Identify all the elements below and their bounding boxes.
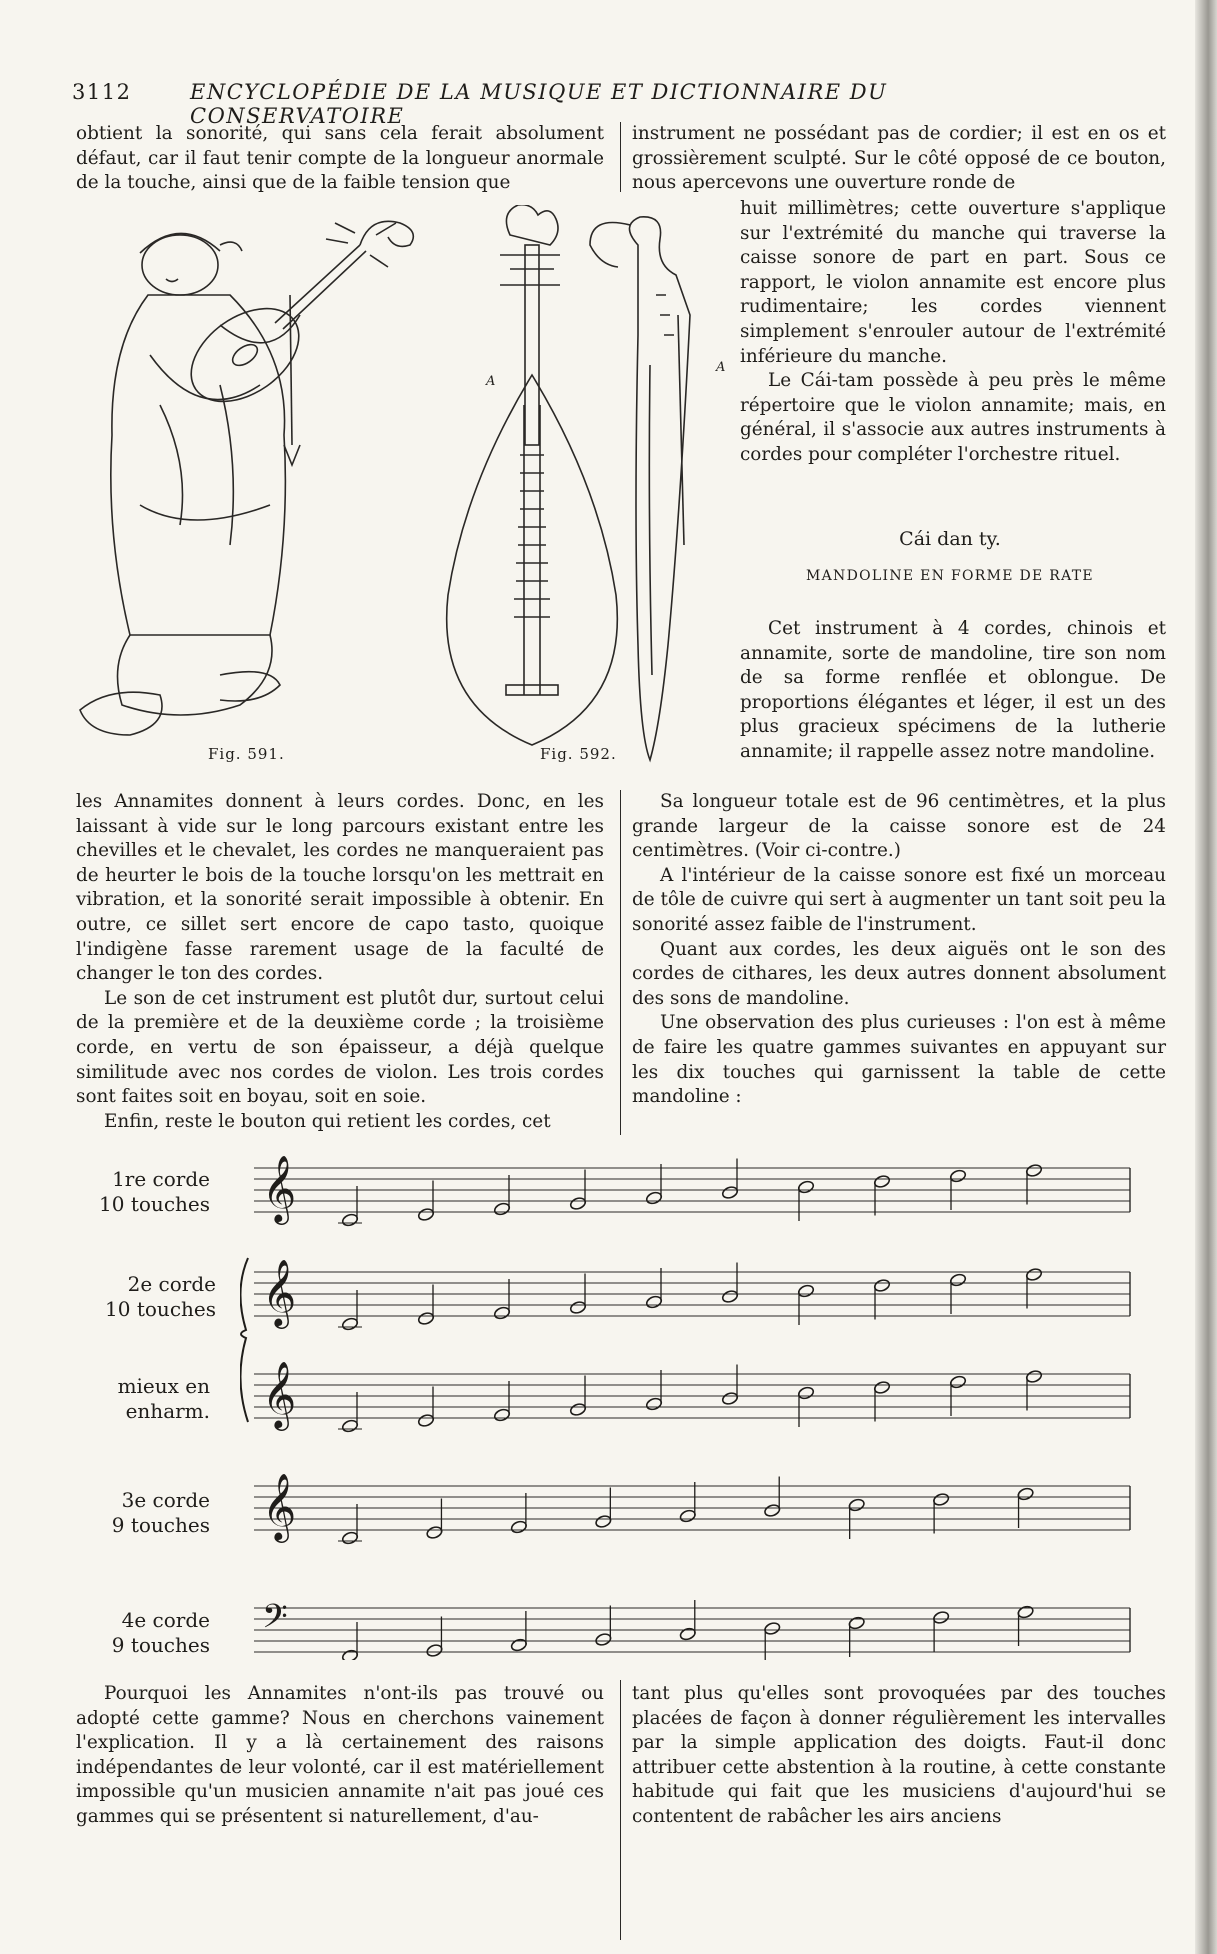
note-head bbox=[1025, 1267, 1043, 1282]
music-scales bbox=[240, 1140, 1140, 1660]
note-head bbox=[679, 1627, 697, 1642]
fig-592-side-view bbox=[620, 215, 720, 770]
note-head bbox=[763, 1503, 781, 1518]
column-rule bbox=[620, 1680, 621, 1940]
note-head bbox=[932, 1610, 950, 1625]
label-line: 10 touches bbox=[99, 1192, 210, 1216]
note-head bbox=[721, 1185, 739, 1200]
note-head bbox=[493, 1306, 511, 1321]
note-head bbox=[426, 1525, 444, 1540]
note-head bbox=[510, 1520, 528, 1535]
note-head bbox=[1017, 1487, 1035, 1502]
figure-illustrations bbox=[70, 205, 630, 750]
label-line: enharm. bbox=[125, 1399, 210, 1423]
running-header bbox=[72, 80, 1078, 128]
note-head bbox=[873, 1278, 891, 1293]
treble-clef: 𝄞 bbox=[262, 1154, 297, 1222]
note-head bbox=[721, 1391, 739, 1406]
note-head bbox=[341, 1213, 359, 1228]
staff-label-string-1 bbox=[70, 1167, 210, 1217]
caption-fig-592: Fig. 592. bbox=[540, 745, 617, 763]
staff bbox=[254, 1360, 1130, 1433]
column-rule bbox=[620, 122, 621, 192]
note-head bbox=[848, 1616, 866, 1631]
fig-591-musician-drawing bbox=[80, 221, 413, 735]
brace bbox=[240, 1258, 248, 1422]
label-line: 9 touches bbox=[111, 1513, 210, 1537]
paragraph: Pourquoi les Annamites n'ont-ils pas trouvé ou adopté cette gamme? Nous en cherchons vainement l'explication. Il y a là certainement des raisons indépendantes de leur volonté, car il est matériellement impossible qu'un musicien annamite n'ait pas joué ces gammes qui se présentent si naturellement, d'au- bbox=[76, 1683, 604, 1827]
treble-clef: 𝄞 bbox=[262, 1258, 297, 1326]
note-head bbox=[426, 1643, 444, 1658]
label-line: 9 touches bbox=[111, 1633, 210, 1657]
note-head bbox=[493, 1408, 511, 1423]
note-head bbox=[797, 1180, 815, 1195]
note-head bbox=[873, 1174, 891, 1189]
paragraph: Quant aux cordes, les deux aiguës ont le son des cordes de cithares, les deux autres donnent absolument des sons de mandoline. bbox=[632, 938, 1166, 1009]
paragraph: Le Cái-tam possède à peu près le même répertoire que le violon annamite; mais, en général, il s'associe aux autres instruments à cordes pour compléter l'orchestre rituel. bbox=[740, 370, 1166, 465]
label-line: 3e corde bbox=[121, 1488, 210, 1512]
section-title: Cái dan ty. bbox=[899, 528, 1001, 550]
section-subtitle: MANDOLINE EN FORME DE RATE bbox=[806, 568, 1094, 584]
paragraph: A l'intérieur de la caisse sonore est fixé un morceau de tôle de cuivre qui sert à augmenter un tant soit peu la sonorité assez faible de l'instrument. bbox=[632, 864, 1166, 935]
paragraph: Sa longueur totale est de 96 centimètres, et la plus grande largeur de la caisse sonore est de 24 centimètres. (Voir ci-contre.) bbox=[632, 791, 1166, 862]
staff bbox=[254, 1472, 1130, 1545]
note-head bbox=[763, 1621, 781, 1636]
label-line: 4e corde bbox=[121, 1608, 210, 1632]
note-head bbox=[341, 1419, 359, 1434]
label-line: 2e corde bbox=[127, 1272, 216, 1296]
left-col-bottom bbox=[76, 790, 604, 1134]
note-head bbox=[949, 1273, 967, 1288]
paragraph: Enfin, reste le bouton qui retient les cordes, cet bbox=[104, 1110, 551, 1132]
note-head bbox=[569, 1196, 587, 1211]
note-head bbox=[417, 1207, 435, 1222]
caption-fig-591: Fig. 591. bbox=[208, 745, 285, 763]
right-col-wrap bbox=[740, 197, 1166, 468]
note-head bbox=[932, 1492, 950, 1507]
paragraph: obtient la sonorité, qui sans cela ferait absolument défaut, car il faut tenir compte de la longueur anormale de la touche, ainsi que de la faible tension que bbox=[76, 123, 604, 194]
page-number: 3112 bbox=[72, 80, 132, 104]
note-head bbox=[341, 1531, 359, 1546]
paragraph: Cet instrument à 4 cordes, chinois et annamite, sorte de mandoline, tire son nom de sa forme renflée et oblongue. De proportions élégantes et léger, il est un des plus gracieux spécimens de la lutherie annamite; il rappelle assez notre mandoline. bbox=[740, 618, 1166, 762]
note-head bbox=[510, 1638, 528, 1653]
paragraph: Une observation des plus curieuses : l'on est à même de faire les quatre gammes suivantes en appuyant sur les dix touches qui garnissent la table de cette mandoline : bbox=[632, 1012, 1166, 1108]
staff-label-string-4 bbox=[70, 1608, 210, 1658]
figure-mark-a: A bbox=[716, 360, 727, 375]
note-head bbox=[721, 1289, 739, 1304]
note-head bbox=[417, 1413, 435, 1428]
paragraph: tant plus qu'elles sont provoquées par des touches placées de façon à donner régulièrement les intervalles par la simple application des doigts. Faut-il donc attribuer cette abstention à la routine, à cette constante habitude qui fait que les musiciens d'aujourd'hui se contentent de rabâcher les airs anciens bbox=[632, 1683, 1166, 1827]
note-head bbox=[595, 1514, 613, 1529]
note-head bbox=[341, 1317, 359, 1332]
note-head bbox=[949, 1375, 967, 1390]
label-line: mieux en bbox=[117, 1374, 210, 1398]
treble-clef: 𝄞 bbox=[262, 1360, 297, 1428]
running-title: ENCYCLOPÉDIE DE LA MUSIQUE ET DICTIONNAIRE DU CONSERVATOIRE bbox=[190, 80, 888, 128]
note-head bbox=[569, 1402, 587, 1417]
note-head bbox=[797, 1386, 815, 1401]
note-head bbox=[595, 1632, 613, 1647]
note-head bbox=[797, 1284, 815, 1299]
page-edge bbox=[1195, 0, 1217, 1954]
staff-label-string-3 bbox=[70, 1488, 210, 1538]
paragraph: instrument ne possédant pas de cordier; il est en os et grossièrement sculpté. Sur le côté opposé de ce bouton, nous apercevons une ouverture ronde de bbox=[632, 123, 1166, 194]
staff bbox=[254, 1154, 1130, 1227]
note-head bbox=[341, 1649, 359, 1660]
label-line: 1re corde bbox=[112, 1167, 210, 1191]
paragraph: les Annamites donnent à leurs cordes. Donc, en les laissant à vide sur le long parcours existant entre les chevilles et le chevalet, les cordes ne manqueraient pas de heurter le bois de la touche lorsqu'on les mettrait en vibration, et la sonorité serait impossible à obtenir. En outre, ce sillet sert encore de capo tasto, quoique l'indigène fasse rarement usage de la faculté de changer le ton des cordes. bbox=[76, 791, 604, 985]
note-head bbox=[949, 1169, 967, 1184]
note-head bbox=[569, 1300, 587, 1315]
right-col-bottom bbox=[632, 790, 1166, 1110]
staff bbox=[254, 1598, 1130, 1660]
paragraph: huit millimètres; cette ouverture s'applique sur l'extrémité du manche qui traverse la caisse sonore de part en part. Sous ce rapport, le violon annamite est encore plus rudimentaire; les cordes viennent simplement s'enrouler autour de l'extrémité inférieure du manche. bbox=[740, 198, 1166, 367]
note-head bbox=[679, 1509, 697, 1524]
note-head bbox=[493, 1202, 511, 1217]
bass-clef: 𝄢 bbox=[262, 1598, 288, 1644]
treble-clef: 𝄞 bbox=[262, 1472, 297, 1540]
staff-label-string-2 bbox=[76, 1272, 216, 1322]
right-col-top bbox=[632, 122, 1166, 196]
note-head bbox=[848, 1498, 866, 1513]
note-head bbox=[873, 1380, 891, 1395]
right-col-section bbox=[740, 617, 1166, 765]
fig-592-lute-front-drawing bbox=[447, 205, 618, 745]
figure-mark-a: A bbox=[486, 374, 497, 389]
note-head bbox=[645, 1397, 663, 1412]
bottom-left bbox=[76, 1682, 604, 1830]
label-line: 10 touches bbox=[105, 1297, 216, 1321]
left-col-top bbox=[76, 122, 604, 196]
paragraph: Le son de cet instrument est plutôt dur, surtout celui de la première et de la deuxième corde ; la troisième corde, en vertu de son épaisseur, a déjà quelque similitude avec nos cordes de violon. Les trois cordes sont faites soit en boyau, soit en soie. bbox=[76, 987, 604, 1108]
note-head bbox=[645, 1191, 663, 1206]
note-head bbox=[1025, 1369, 1043, 1384]
bottom-right bbox=[632, 1682, 1166, 1830]
staff-label-enharmonic bbox=[70, 1374, 210, 1424]
column-rule bbox=[620, 790, 621, 1135]
note-head bbox=[417, 1311, 435, 1326]
note-head bbox=[1017, 1605, 1035, 1620]
note-head bbox=[1025, 1163, 1043, 1178]
staff bbox=[254, 1258, 1130, 1331]
note-head bbox=[645, 1295, 663, 1310]
